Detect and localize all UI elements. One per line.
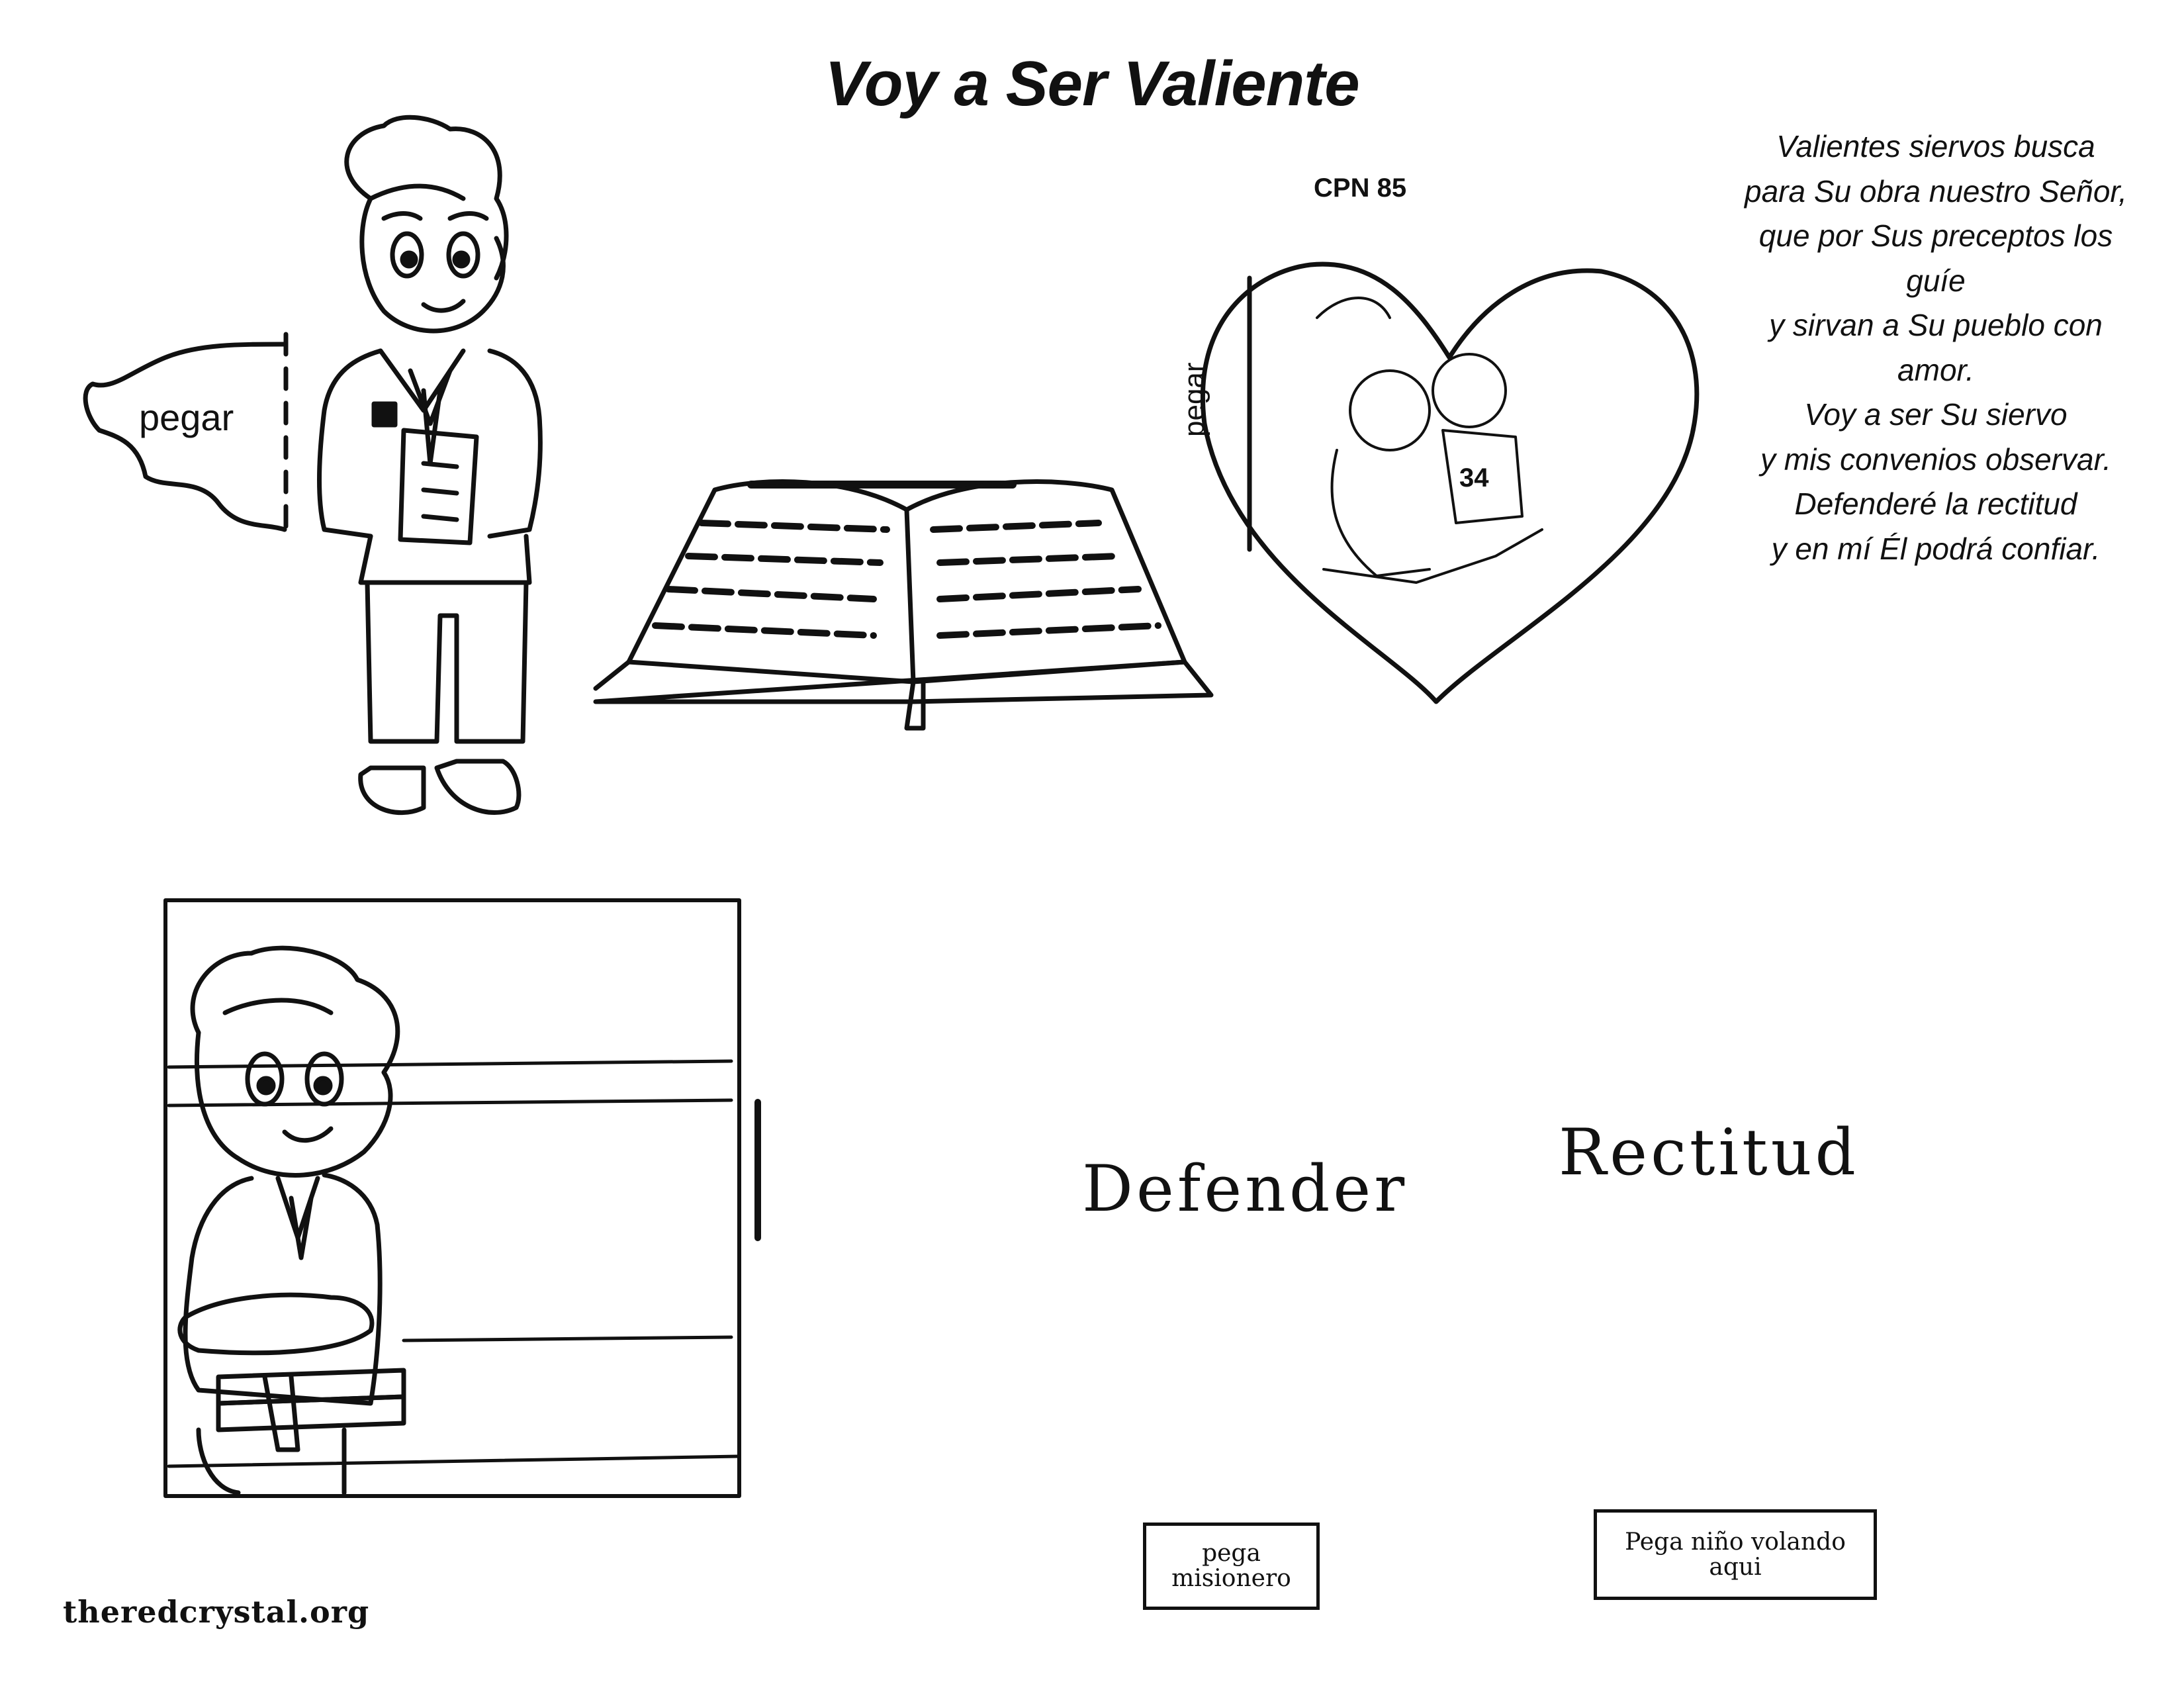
glue-label-wing: pegar <box>139 397 234 438</box>
missionary-boy-illustration <box>320 117 541 812</box>
lyric-line: para Su obra nuestro Señor, <box>1745 173 2127 209</box>
lyric-line: y en mí Él podrá confiar. <box>1771 531 2101 566</box>
paste-box-line: pega <box>1202 1540 1261 1567</box>
paste-box-line: misionero <box>1171 1565 1291 1592</box>
heart-illustration <box>1203 264 1696 702</box>
kneeling-boys-sketch <box>1317 298 1542 583</box>
paste-box-line: Pega niño volando <box>1625 1528 1846 1556</box>
lyric-line: que por Sus preceptos los <box>1758 218 2113 253</box>
lyric-line: guíe <box>1906 263 1966 298</box>
lyric-line: Defenderé la rectitud <box>1794 487 2077 521</box>
jersey-number: 34 <box>1459 463 1489 492</box>
lyric-line: Voy a ser Su siervo <box>1804 397 2068 432</box>
open-book-illustration <box>596 482 1211 728</box>
lyric-line: Valientes siervos busca <box>1776 129 2095 164</box>
paste-missionary-box <box>1143 1523 1320 1610</box>
framed-boy-illustration <box>165 900 758 1496</box>
lyric-line: y sirvan a Su pueblo con <box>1769 308 2103 342</box>
page-title: Voy a Ser Valiente <box>825 48 1359 119</box>
glue-label-heart: pegar <box>1178 362 1210 437</box>
lyric-line: y mis convenios observar. <box>1760 442 2112 477</box>
keyword-defender: Defender <box>1082 1152 1408 1226</box>
song-reference: CPN 85 <box>1314 173 1407 203</box>
lyric-line: amor. <box>1897 352 1974 387</box>
website-credit: theredcrystal.org <box>63 1594 370 1630</box>
keyword-rectitud: Rectitud <box>1559 1115 1859 1190</box>
paste-flying-child-box <box>1594 1509 1877 1600</box>
song-lyrics <box>1688 124 2184 571</box>
paste-box-line: aqui <box>1709 1553 1762 1581</box>
